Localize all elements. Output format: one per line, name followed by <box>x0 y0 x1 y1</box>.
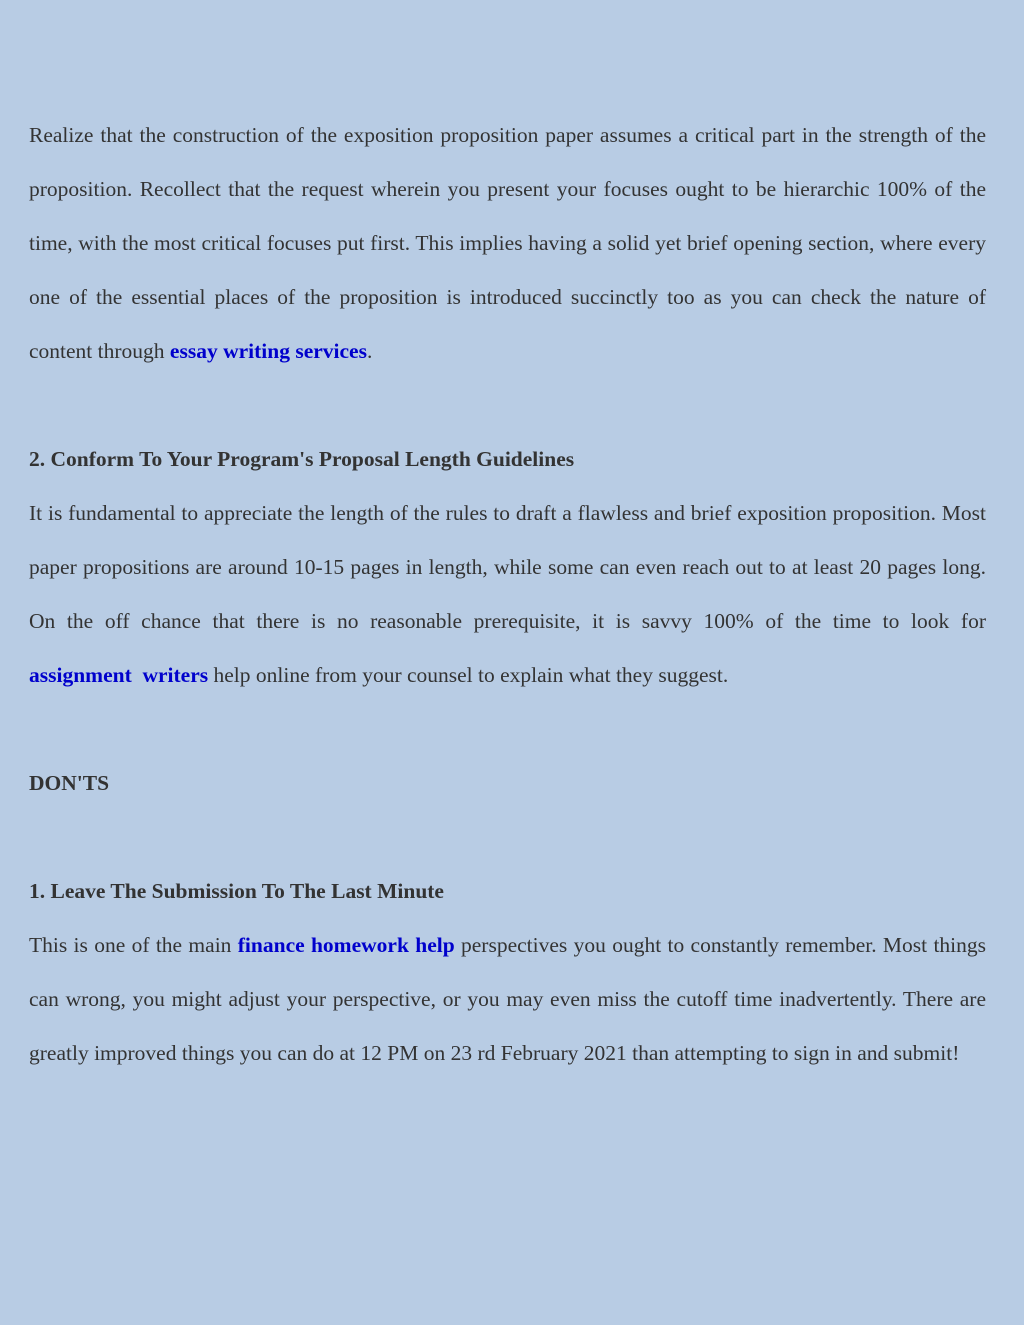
dont-1-text-end: perspectives you ought to constantly remember. Most things can wrong, you might adjust your perspective, or you may even miss the cutoff time inadvertently. There are greatly improved things you can do at 12 PM on 23 rd February 2021 than attempting to sign in and submit! <box>29 933 987 1065</box>
donts-heading: DON'TS <box>29 771 110 795</box>
assignment-writers-link[interactable]: assignment writers <box>29 663 209 687</box>
essay-writing-services-link[interactable]: essay writing services <box>169 339 367 363</box>
section-2-text: It is fundamental to appreciate the length of the rules to draft a flawless and brief exposition proposition. Most paper propositions are around 10-15 pages in length, while some can even reach out to at least 20 pages long. On the off chance that there is no reasonable prerequisite, it is savvy 100% of the time to look for <box>29 501 986 633</box>
spacer <box>29 702 986 756</box>
dont-1-paragraph <box>29 918 986 1080</box>
intro-text: Realize that the construction of the exposition proposition paper assumes a critical part in the strength of the proposition. Recollect that the request wherein you present your focuses ought to be hierarchic 100% of the time, with the most critical focuses put first. This implies having a solid yet brief opening section, where every one of the essential places of the proposition is introduced succinctly too as you can check the nature of content through <box>29 123 986 363</box>
dont-1-heading: 1. Leave The Submission To The Last Minute <box>29 879 444 903</box>
intro-text-end: . <box>366 339 373 363</box>
finance-homework-help-link[interactable]: finance homework help <box>237 933 455 957</box>
section-2-heading: 2. Conform To Your Program's Proposal Length Guidelines <box>29 447 575 471</box>
intro-paragraph <box>29 108 986 378</box>
section-2-paragraph <box>29 486 986 702</box>
section-2-text-end: help online from your counsel to explain what they suggest. <box>208 663 729 687</box>
spacer <box>29 810 986 864</box>
spacer <box>29 378 986 432</box>
dont-1-text: This is one of the main <box>29 933 238 957</box>
